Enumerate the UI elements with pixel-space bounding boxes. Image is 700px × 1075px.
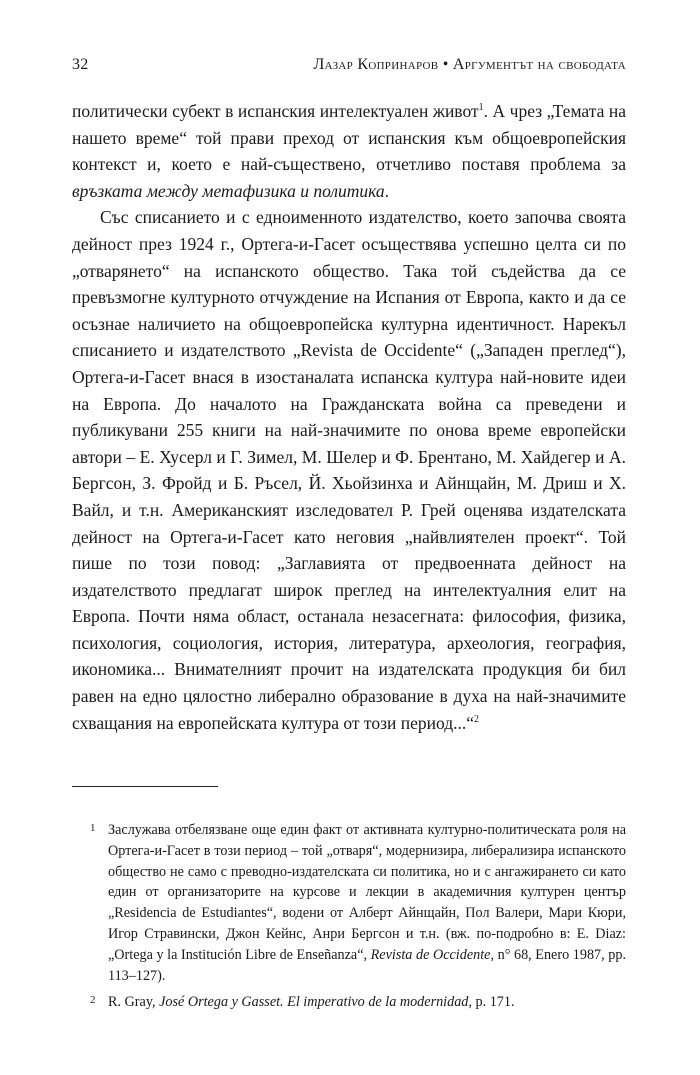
running-title: Лазар Копринаров • Аргументът на свободата: [313, 56, 626, 73]
paragraph-1: [72, 98, 626, 204]
footnote-1-italic: Revista de Occidente: [370, 946, 491, 963]
footnote-ref-2: 2: [474, 713, 480, 725]
p1-text-b: . А чрез „Темата на нашето време“ той прави преход от испанския към общоевропейския контекст и, което е най-съществено, отчетливо поставя проблема за: [72, 101, 626, 175]
footnote-divider: [72, 786, 218, 787]
main-text: [72, 98, 626, 736]
footnote-number: 1: [90, 822, 96, 834]
footnote-1-text-b: , n° 68, Enero 1987, pp. 113–127).: [108, 946, 626, 984]
footnote-text: [108, 992, 626, 1013]
footnote-text: [108, 820, 626, 986]
footnote-number: 2: [90, 994, 96, 1007]
footnote-1-text-a: Заслужава отбелязване още един факт от активната културно-политическата роля на Ортега-и-Гасет в този период – той „отваря“, модернизира, либерализира испанското общество не само с преводно-издателската си политика, но и с ангажирането си като един от организаторите на курсове и лекции в академичния културен център „Residencia de Estudiantes“, водени от Алберт Айнщайн, Пол Валери, Мари Кюри, Игор Стравински, Джон Кейнс, Анри Бергсон и т.н. (вж. по-подробно в: E. Diaz: „Ortega y la Institución Libre de Enseñanza“,: [108, 822, 626, 963]
footnote-2: [72, 992, 626, 1013]
footnotes: [72, 820, 626, 1019]
p1-text-a: политически субект в испанския интелектуален живот: [72, 101, 479, 121]
page-number: 32: [72, 56, 89, 73]
p1-italic-phrase: връзката между метафизика и политика: [72, 180, 385, 201]
footnote-2-text-a: R. Gray,: [108, 994, 160, 1011]
footnote-2-text-b: , p. 171.: [468, 994, 515, 1011]
p2-text: Със списанието и с едноименното издателство, което започва своята дейност през 1924 г., Ортега-и-Гасет осъществява успешно целта си по „отварянето“ на испанското общество. Така той съдейства да се превъзмогне културното отчуждение на Испания от Европа, както и да се осъзнае наличието на общоевропейска културна идентичност. Нарекъл списанието и издателството „Revista de Occidente“ („Западен преглед“), Ортега-и-Гасет внася в изостаналата испанска култура най-новите идеи на Европа. До началото на Гражданската война са преведени и публикувани 255 книги на най-значимите по онова време европейски автори – Е. Хусерл и Г. Зимел, М. Шелер и Ф. Брентано, М. Хайдегер и А. Бергсон, З. Фройд и Б. Ръсел, Й. Хьойзинха и Айнщайн, М. Дриш и Х. Вайл, и т.н. Американският изследовател Р. Грей оценява издателската дейност на Ортега-и-Гасет като неговия „найвлиятелен проект“. Той пише по този повод: „Заглавията от предвоенната дейност на издателството предлагат широк преглед на интелектуалния елит на Европа. Почти няма област, останала незасегната: философия, физика, психология, социология, история, литература, археология, география, икономика... Внимателният прочит на издателската продукция би бил равен на едно цялостно либерално образование в духа на най-значимите схващания на европейската култура от този период...“: [72, 207, 626, 733]
footnote-1: [72, 820, 626, 986]
page-header: [72, 56, 626, 74]
p1-text-c: .: [384, 180, 390, 201]
paragraph-2: [72, 204, 626, 736]
footnote-2-italic: José Ortega y Gasset. El imperativo de la modernidad: [159, 994, 469, 1011]
footnote-ref-1: 1: [478, 102, 484, 114]
